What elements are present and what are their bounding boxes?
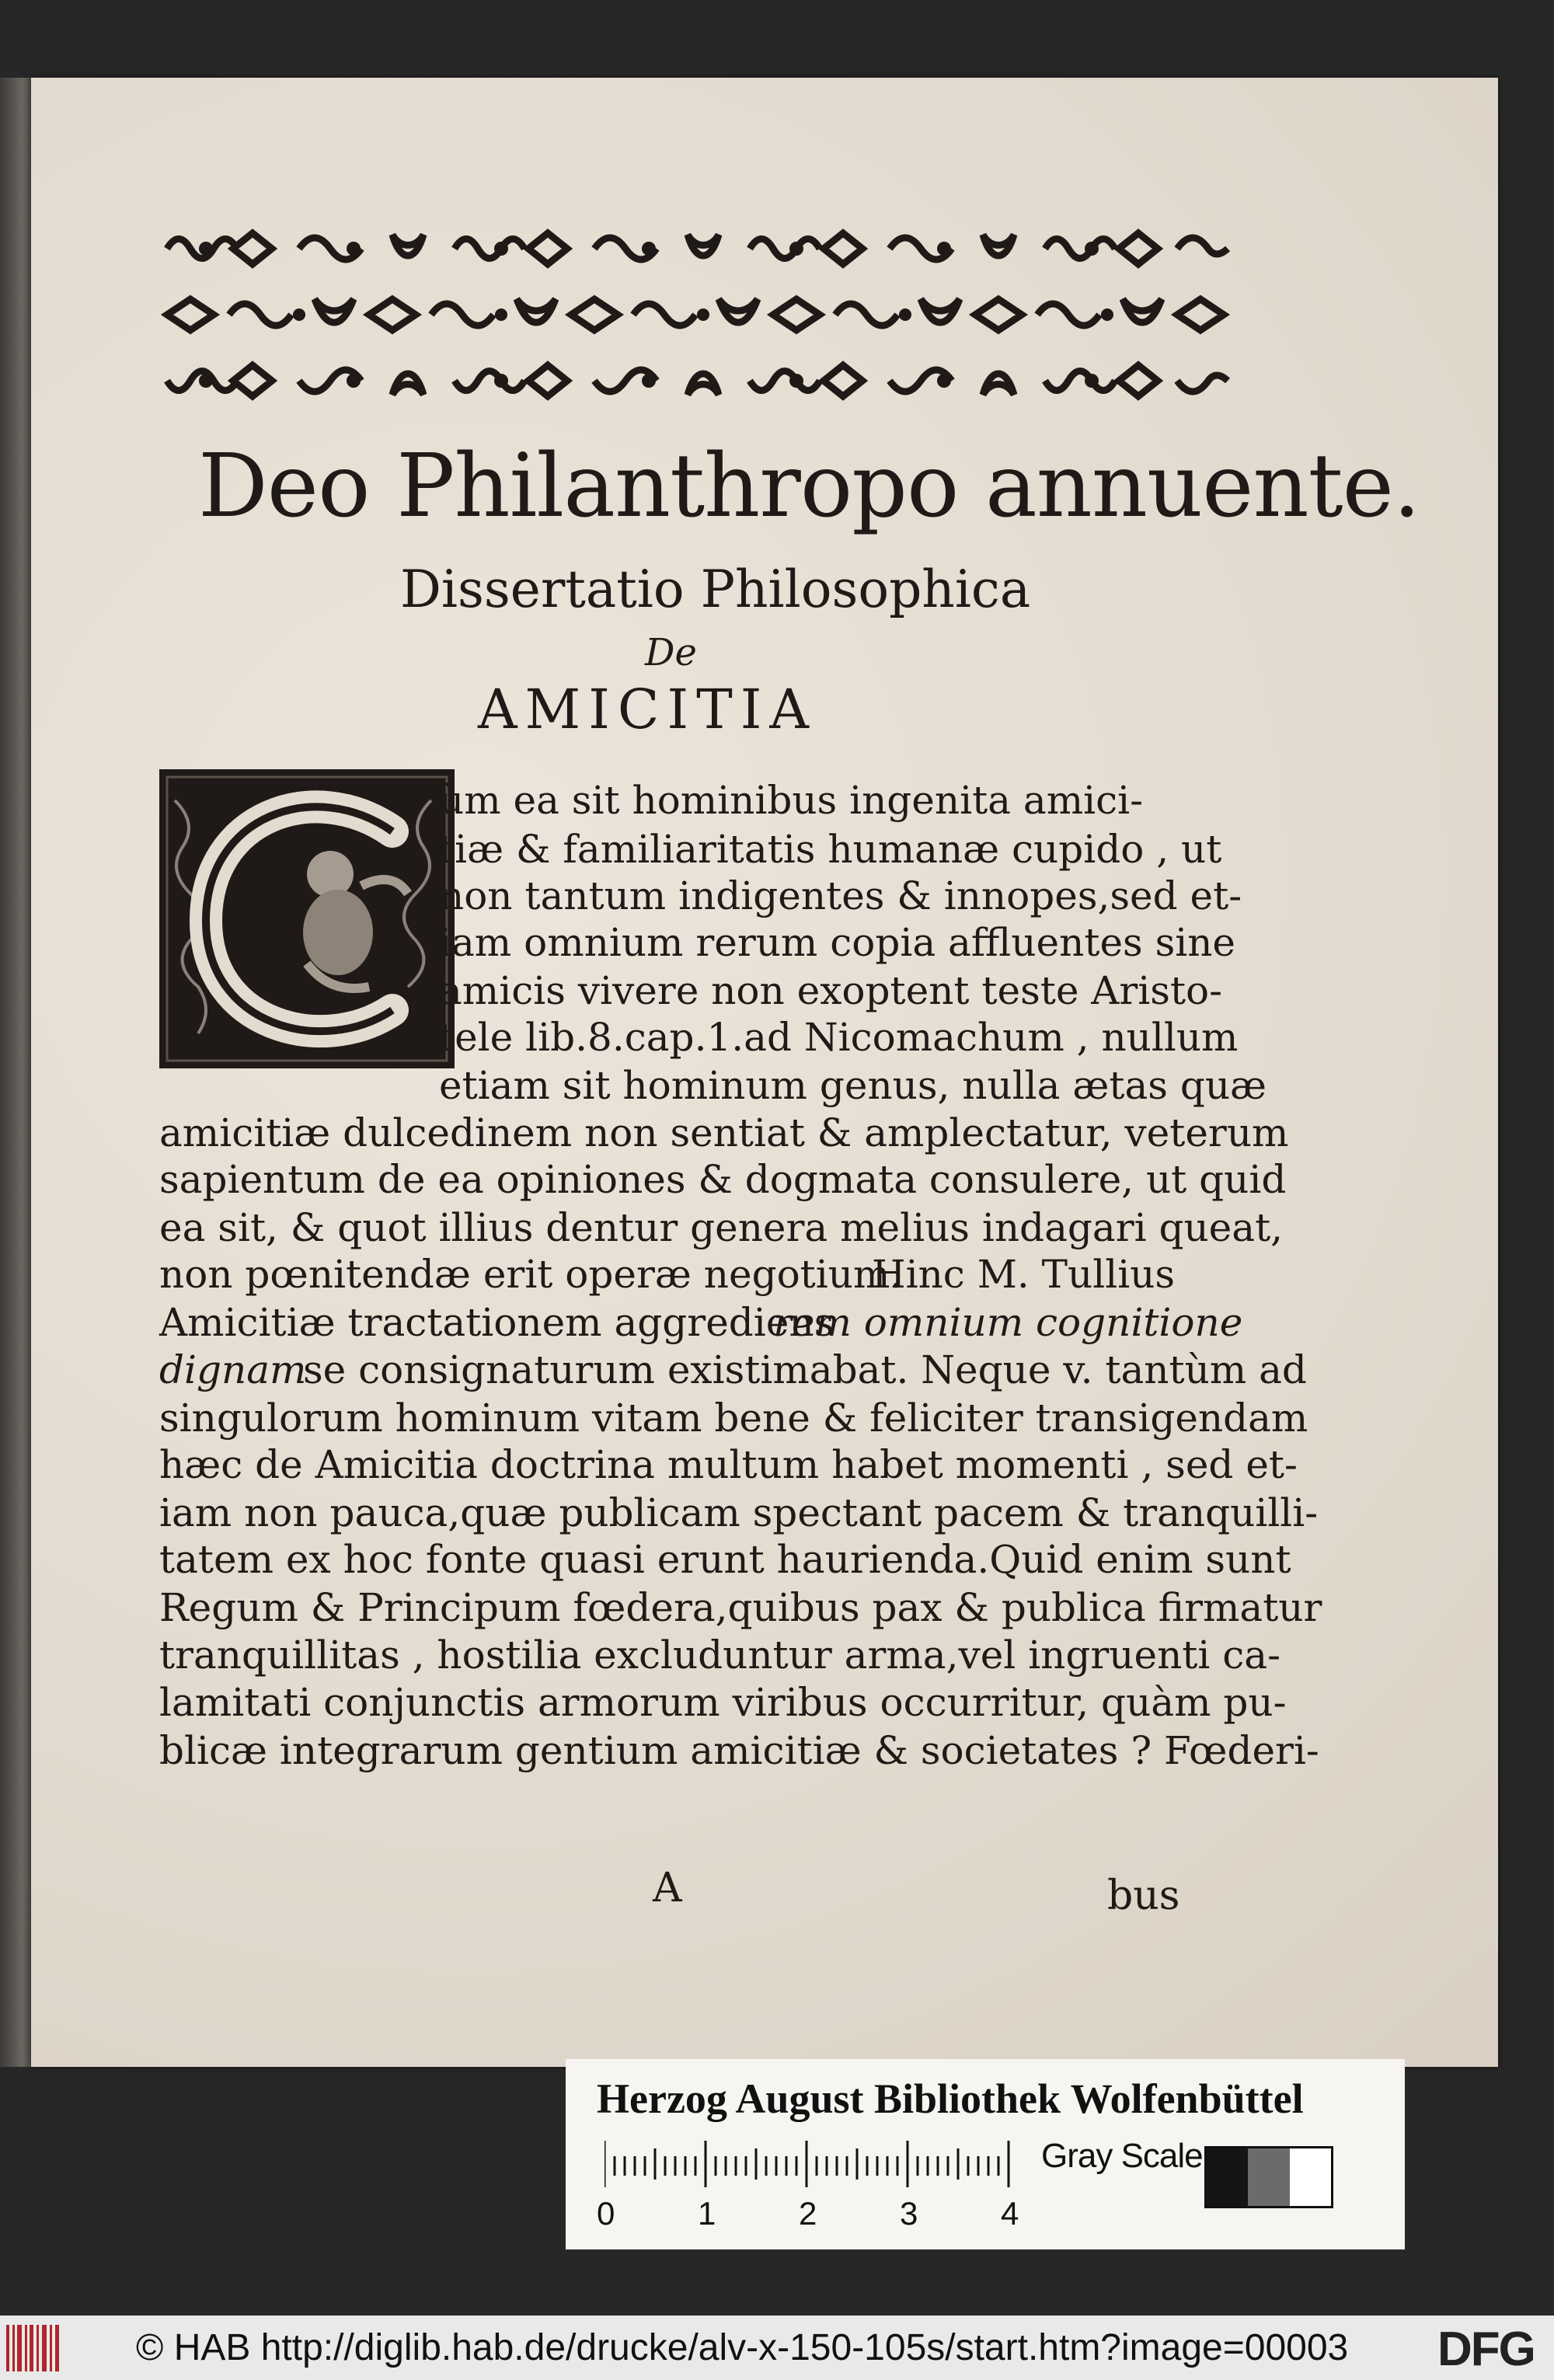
- library-name: Herzog August Bibliothek Wolfenbüttel: [597, 2075, 1304, 2122]
- body-line: ùm ea sit hominibus ingenita amici-: [439, 778, 1143, 823]
- body-line: blicæ integrarum gentium amicitiæ & societates ? Fœderi-: [159, 1728, 1319, 1773]
- signature-mark: A: [653, 1865, 682, 1911]
- body-line: tiæ & familiaritatis humanæ cupido , ut: [439, 827, 1222, 872]
- footer-bar: [0, 2316, 1554, 2380]
- body-line: Amicitiæ tractationem aggrediens: [159, 1300, 834, 1345]
- body-line: non tantum indigentes & innopes,sed et-: [439, 873, 1242, 918]
- body-line: sapientum de ea opiniones & dogmata consulere, ut quid: [159, 1157, 1287, 1202]
- body-line: lamitati conjunctis armorum viribus occurritur, quàm pu-: [159, 1680, 1287, 1725]
- gray-scale-swatch: [1204, 2146, 1333, 2208]
- subtitle-preposition: De: [645, 631, 697, 674]
- body-line-italic: rem omnium cognitione: [773, 1300, 1243, 1345]
- body-line: tranquillitas , hostilia excluduntur arma,vel ingruenti ca-: [159, 1633, 1280, 1678]
- decorated-initial-c-icon: [159, 769, 455, 1068]
- body-line-italic: dignam: [159, 1347, 307, 1392]
- main-heading: AMICITIA: [478, 678, 817, 741]
- ruler-number: 4: [1001, 2195, 1019, 2232]
- hab-barcode-logo-icon: [6, 2325, 62, 2371]
- subtitle: Dissertatio Philosophica: [400, 559, 1031, 619]
- ruler-number: 0: [597, 2195, 615, 2232]
- ruler-number: 3: [900, 2195, 918, 2232]
- ruler-scale-icon: [605, 2141, 1024, 2187]
- ornament-border-icon: [159, 291, 1232, 338]
- gray-scale-label: Gray Scale: [1041, 2137, 1203, 2175]
- body-line: non pœnitendæ erit operæ negotium.: [159, 1252, 903, 1297]
- book-page: [31, 78, 1498, 2067]
- library-calibration-label: [566, 2059, 1405, 2249]
- body-line: etiam sit hominum genus, nulla ætas quæ: [439, 1063, 1267, 1108]
- ruler-number: 2: [799, 2195, 817, 2232]
- body-line: Regum & Principum fœdera,quibus pax & publica firmatur: [159, 1585, 1322, 1630]
- body-line: singulorum hominum vitam bene & feliciter transigendam: [159, 1396, 1308, 1441]
- page-title: Deo Philanthropo annuente.: [198, 436, 1420, 537]
- body-line: Hinc M. Tullius: [872, 1252, 1176, 1297]
- body-line: ea sit, & quot illius dentur genera melius indagari queat,: [159, 1205, 1284, 1250]
- body-line: iam omnium rerum copia affluentes sine: [439, 920, 1236, 965]
- body-line: tele lib.8.cap.1.ad Nicomachum , nullum: [439, 1015, 1239, 1060]
- body-line: hæc de Amicitia doctrina multum habet momenti , sed et-: [159, 1442, 1298, 1487]
- body-line: iam non pauca,quæ publicam spectant pacem & tranquilli-: [159, 1490, 1319, 1535]
- ornament-border-icon: [159, 357, 1232, 404]
- ruler-number: 1: [698, 2195, 716, 2232]
- ornament-border-icon: [159, 225, 1232, 272]
- body-line: amicitiæ dulcedinem non sentiat & amplectatur, veterum: [159, 1110, 1289, 1155]
- body-line: amicis vivere non exoptent teste Aristo-: [439, 968, 1223, 1013]
- body-line: tatem ex hoc fonte quasi erunt haurienda.Quid enim sunt: [159, 1537, 1291, 1582]
- body-line: se consignaturum existimabat. Neque v. tantùm ad: [303, 1347, 1307, 1392]
- dfg-logo: DFG: [1437, 2323, 1535, 2376]
- footer-url-text: © HAB http://diglib.hab.de/drucke/alv-x-150-105s/start.htm?image=00003: [136, 2327, 1349, 2368]
- catchword: bus: [1107, 1873, 1180, 1919]
